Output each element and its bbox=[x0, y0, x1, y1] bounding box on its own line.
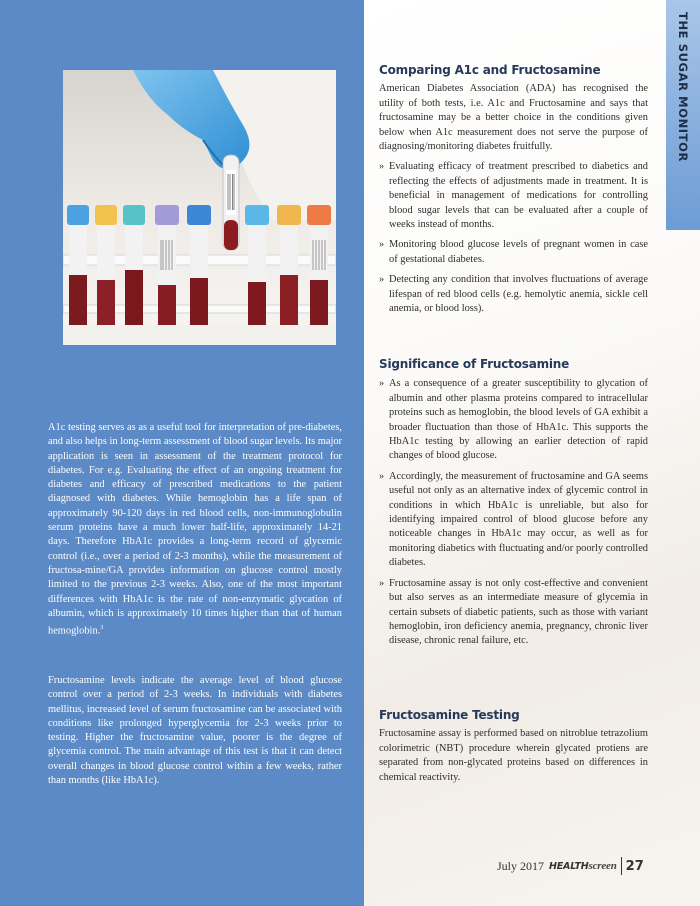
comparing-bullet-list bbox=[379, 160, 648, 316]
footer-divider bbox=[621, 857, 622, 875]
test-tubes-illustration bbox=[63, 70, 336, 345]
left-paragraph-2: Fructosamine levels indicate the average level of blood glucose control over a period of 2-3 weeks. In individuals with diabetes mellitus, increased level of serum fructosamine can be associated with conditions like prolonged hyperglycemia for 2-3 weeks prior to testing. Higher the fructosamine value, poorer is the degree of glycemia control. The main advantage of this test is that it can detect overall changes in blood glucose control within a few weeks, rather than months (like HbA1c). bbox=[48, 675, 342, 787]
left-paragraph-1: A1c testing serves as as a useful tool for interpretation of pre-diabetes, and also helps in long-term assessment of blood sugar levels. Its major application is seen in assessment of the treatment protocol for diabetes. For e.g. Evaluating the effect of an ongoing treatment for diabetes and efficacy of prescribed medications to the patient diagnosed with diabetes. While hemoglobin has a life span of approximately 90-120 days in red blood cells, non-immunoglobulin serum proteins have a much lower half-life, approximately 14-21 days. Therefore HbA1c provides a long-term record of glycemic control (i.e., over a period of 2-3 months), while the measurement of fructosa-mine/GA provides information on glucose control mostly limited to the previous 2-3 weeks. Also, one of the most important differences with HbA1c is the rate of non-enzymatic glycation of albumin, which is approximately 10 times higher than that of human hemoglobin.$^3$ bbox=[48, 422, 342, 637]
magazine-logo: HEALTHscreen bbox=[549, 860, 617, 872]
testing-body: Fructosamine assay is performed based on nitroblue tetrazolium colorimetric (NBT) procedure wherein glycated protiens are separated from non-glycated proteins based on differences in chemical reactivity. bbox=[379, 728, 648, 783]
list-item: » Evaluating efficacy of treatment prescribed to diabetics and reflecting the effects of adjustments made in treatment. It is beneficial in management of medications for controlling blood sugar levels that can be evaluated after a couple of weeks instead of months. bbox=[379, 160, 648, 232]
section-side-tab bbox=[666, 0, 700, 230]
list-item: » As a consequence of a greater susceptibility to glycation of albumin and other plasma proteins compared to intracellular proteins such as hemoglobin, the blood levels of GA exhibit a broader fluctuation than those of HbA1c. This supports the HbA1c testing by allowing an earlier detection of rapid changes of blood glucose. bbox=[379, 377, 648, 463]
comparing-intro: American Diabetes Association (ADA) has recognised the utility of both tests, i.e. A1c and Fructosamine and says that fructosamine may be a better choice in the conditions given below when A1c measurement does not serve the purpose of diagnosing/monitoring diabetes fruitfully. bbox=[379, 83, 648, 153]
list-item: » Monitoring blood glucose levels of pregnant women in case of gestational diabetes. bbox=[379, 238, 648, 267]
section-significance bbox=[379, 357, 648, 655]
issue-date: July 2017 bbox=[497, 858, 545, 873]
list-item: » Accordingly, the measurement of fructosamine and GA seems useful not only as an alternative index of glycemic control in conditions in which HbA1c is unreliable, but also for identifying impaired control of blood glucose before any noticeable changes in HbA1c may occur, as well as for monitoring diabetics with fluctuating and/or poorly controlled diabetes. bbox=[379, 470, 648, 571]
significance-bullet-list bbox=[379, 377, 648, 648]
section-testing bbox=[379, 708, 648, 785]
heading-comparing: Comparing A1c and Fructosamine bbox=[379, 63, 601, 77]
blood-sample-tubes-photo bbox=[63, 70, 336, 345]
section-comparing bbox=[379, 63, 648, 323]
page-footer bbox=[497, 857, 644, 875]
heading-significance: Significance of Fructosamine bbox=[379, 357, 570, 371]
page-number: 27 bbox=[625, 858, 644, 874]
footnote-ref: 3 bbox=[100, 625, 104, 632]
side-tab-label: THE SUGAR MONITOR bbox=[676, 12, 690, 162]
heading-testing: Fructosamine Testing bbox=[379, 708, 520, 722]
list-item: » Fructosamine assay is not only cost-effective and convenient but also serves as an intermediate measure of glycemia in certain subsets of diabetic patients, such as those with variant hemoglobin, iron deficiency anemia, pregnancy, chronic liver disease, chronic renal failure, etc. bbox=[379, 577, 648, 649]
list-item: » Detecting any condition that involves fluctuations of average lifespan of red blood cells (e.g. hemolytic anemia, sickle cell anemia, or blood loss). bbox=[379, 273, 648, 316]
